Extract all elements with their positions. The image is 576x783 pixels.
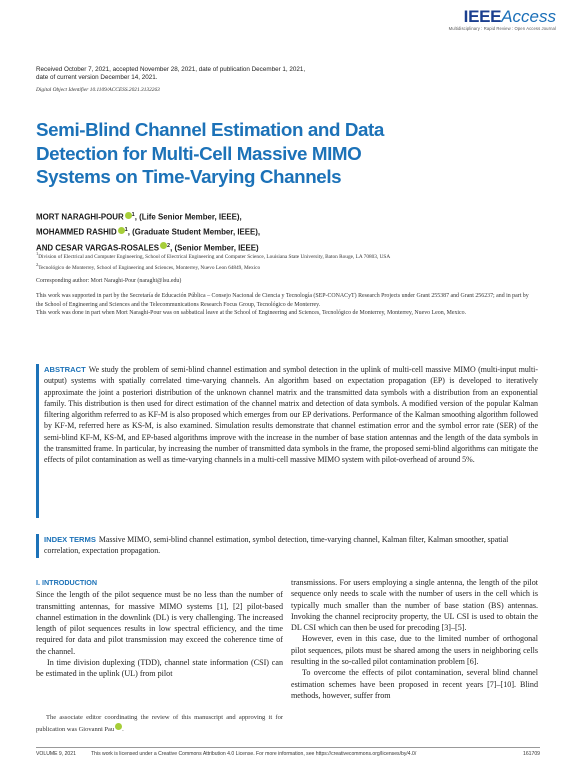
doi[interactable]: Digital Object Identifier 10.1109/ACCESS.2021.3132263 (36, 87, 160, 93)
author-name: MOHAMMED RASHID (36, 227, 117, 237)
abstract (36, 364, 538, 466)
editor-note-text: The associate editor coordinating the review of this manuscript and approving it for publication was Giovanni Pau (36, 714, 283, 734)
funding-paragraph-1: This work was supported in part by the Secretaría de Educación Pública – Consejo Nacional de Ciencia y Tecnología (SEP-CONACyT) Research Projects under Grant 255387 and Grant 256237; and in part by the School of Engineering and Sciences and the Telecommunications Research Focus Group, Tecnológico de Monterrey. (36, 293, 529, 308)
author-2 (36, 224, 476, 239)
left-column (36, 577, 283, 680)
author-1 (36, 209, 476, 224)
funding-note (36, 292, 536, 318)
journal-logo (449, 7, 556, 31)
abstract-label: ABSTRACT (44, 365, 86, 374)
logo-ieee: IEEE (463, 7, 502, 26)
affiliation-2: $^2$Tecnológico de Monterrey, School of Engineering and Sciences, Monterrey, Nuevo Leon 64849, Mexico (36, 262, 261, 272)
footer-page-number: 161709 (523, 751, 540, 757)
author-role: , (Senior Member, IEEE) (170, 243, 259, 253)
author-affil-mark: 2 (167, 242, 171, 249)
funding-paragraph-2: This work was done in part when Mort Naraghi-Pour was on sabbatical leave at the School of Engineering and Sciences, Tecnológico de Monterrey, Monterrey, Nuevo Leon, Mexico. (36, 310, 467, 317)
paragraph: In time division duplexing (TDD), channel state information (CSI) can be estimated in the uplink (UL) from pilot (36, 658, 283, 679)
orcid-icon[interactable] (160, 242, 167, 249)
author-role: , (Life Senior Member, IEEE), (134, 212, 242, 222)
paragraph: To overcome the effects of pilot contamination, several blind channel estimation schemes have been proposed in recent years [7]–[10]. Blind methods, however, suffer from (291, 668, 538, 700)
paper-title: Semi-Blind Channel Estimation and Data Detection for Multi-Cell Massive MIMO Systems on Time-Varying Channels (36, 119, 384, 187)
index-terms (36, 534, 538, 557)
affiliation-text: Division of Electrical and Computer Engineering, School of Electrical Engineering and Computer Science, Louisiana State University, Baton Rouge, LA 70803, USA (38, 253, 391, 260)
editor-note: The associate editor coordinating the review of this manuscript and approving it for publication was Giovanni Pau . (36, 714, 283, 734)
footer-license[interactable]: This work is licensed under a Creative Commons Attribution 4.0 License. For more information, see https://creativecommons.org/licenses/by/4.0/ (91, 751, 417, 757)
right-column (291, 577, 538, 701)
corresponding-author: Corresponding author: Mort Naraghi-Pour (naraghi@lsu.edu) (36, 278, 182, 284)
publication-dates (36, 66, 456, 83)
orcid-icon[interactable] (115, 723, 122, 730)
abstract-text: We study the problem of semi-blind channel estimation and symbol detection in the uplink of multi-cell massive MIMO (multi-input multi-output) systems with spatially correlated time-varying channels. An algorithm based on expectation propagation (EP) is developed to iteratively approximate the joint a posteriori distribution of the unknown channel matrix and the transmitted data symbols with a distribution from an exponential family. This distribution is then used for direct estimation of the channel matrix and detection of data symbols. A modified version of the popular Kalman filtering algorithm referred to as KF-M is also proposed which emerges from our EP derivations. Performance of the Kalman smoothing algorithm followed by KF-M, referred here as KS-M, is also examined. Simulation results demonstrate that channel estimation error and the symbol error rate (SER) of the semi-blind KF-M, KS-M, and EP-based algorithms improve with the increase in the number of base station antennas and the length of the data symbols in the transmitted frame. In particular, by increasing the number of transmitted data symbols in the frame, the proposed semi-blind algorithms can mitigate the effects of pilot contamination as well as time-varying channels in a multi-cell massive MIMO system with pilot-overhead of around 5%. (44, 365, 538, 465)
author-name: AND CESAR VARGAS-ROSALES (36, 243, 160, 253)
author-name: MORT NARAGHI-POUR (36, 212, 124, 222)
logo-tagline: Multidisciplinary : Rapid Review : Open Access Journal (448, 26, 556, 31)
dates-line-1: Received October 7, 2021, accepted November 28, 2021, date of publication December 1, 2021, (36, 66, 306, 73)
affiliation-1: $^1$Division of Electrical and Computer Engineering, School of Electrical Engineering and Computer Science, Louisiana State University, Baton Rouge, LA 70803, USA (36, 251, 391, 260)
index-terms-label: INDEX TERMS (44, 535, 96, 544)
page-footer (36, 747, 540, 757)
affiliations (36, 250, 476, 273)
footer-volume: VOLUME 9, 2021 (36, 751, 76, 757)
paragraph: Since the length of the pilot sequence must be no less than the number of transmitting antennas, for massive MIMO systems [1], [2] pilot-based channel estimation in the downlink (DL) is very challenging. The increased length of pilot sequences results in low spectral efficiency, and the time required for data and pilot transmission may exceed the coherence time of the channel. (36, 590, 283, 656)
index-terms-text: Massive MIMO, semi-blind channel estimation, symbol detection, time-varying channel, Kalman filter, Kalman smoother, spatial correlation, expectation propagation. (44, 535, 509, 556)
dates-line-2: date of current version December 14, 2021. (36, 74, 158, 82)
section-heading: I. INTRODUCTION (36, 578, 98, 587)
logo-access: Access (501, 7, 556, 26)
author-role: , (Graduate Student Member, IEEE), (127, 227, 261, 237)
author-affil-mark: 1 (124, 227, 128, 234)
orcid-icon[interactable] (118, 227, 125, 234)
author-affil-mark: 1 (131, 212, 135, 218)
paragraph: transmissions. For users employing a single antenna, the length of the pilot sequence only needs to scale with the number of users in the cell which is typically much smaller than the number of base station (BS) antennas. Invoking the channel reciprocity property, the UL CSI is used to obtain the DL CSI which can then be used for precoding [3]–[5]. (291, 578, 538, 633)
affiliation-text: Tecnológico de Monterrey, School of Engineering and Sciences, Monterrey, Nuevo Leon 64849, Mexico (38, 265, 261, 272)
paragraph: However, even in this case, due to the limited number of orthogonal pilot sequences, pilots must be shared among the users in neighboring cells resulting in the so-called pilot contamination problem [6]. (291, 634, 538, 667)
author-list (36, 209, 476, 255)
orcid-icon[interactable] (125, 212, 132, 219)
